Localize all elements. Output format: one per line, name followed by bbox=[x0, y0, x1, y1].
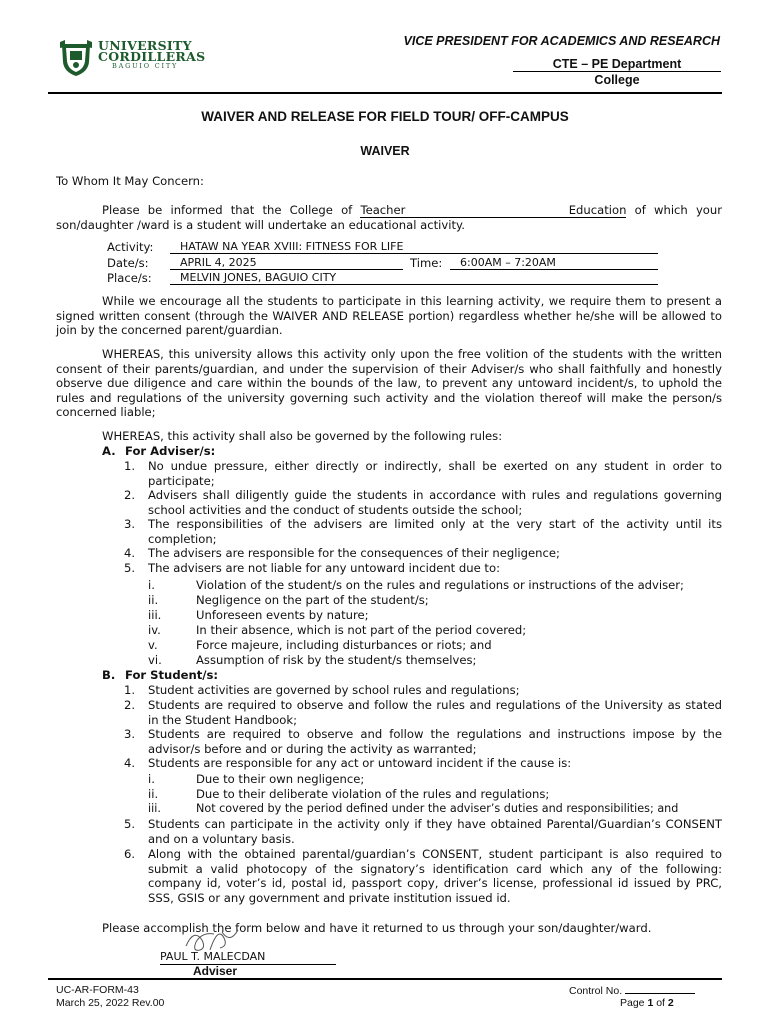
document-subtitle: WAIVER bbox=[360, 144, 410, 158]
section-b-letter: B. bbox=[102, 668, 116, 682]
intro-text-a: Please be informed that the College of bbox=[102, 203, 353, 217]
form-code: UC-AR-FORM-43 bbox=[56, 984, 139, 996]
sub-list-item: iv. In their absence, which is not part of the period covered; bbox=[148, 623, 527, 637]
university-logo bbox=[58, 38, 208, 78]
control-number-label: Control No. bbox=[569, 985, 623, 997]
encourage-paragraph: While we encourage all the students to participate in this learning activity, we require them to present a signed written consent (through the WAIVER AND RELEASE portion) regardless whether he/she will be allowed to join by the concerned parent/guardian. bbox=[56, 294, 722, 338]
sub-list-item: iii. Not covered by the period defined under the adviser’s duties and responsibilities; and bbox=[148, 802, 679, 815]
sub-list-item: i. Violation of the student/s on the rules and regulations or instructions of the adviser; bbox=[148, 578, 684, 592]
university-seal-icon bbox=[58, 38, 94, 78]
page-current: 1 bbox=[647, 997, 654, 1009]
time-field: 6:00AM – 7:20AM bbox=[450, 256, 658, 270]
list-item: 5. Students can participate in the activity only if they have obtained Parental/Guardian’s CONSENT and on a voluntary basis. bbox=[124, 817, 722, 846]
sub-list-item: vi. Assumption of risk by the student/s themselves; bbox=[148, 653, 477, 667]
list-item: 5. The advisers are not liable for any untoward incident due to: bbox=[124, 561, 500, 575]
adviser-sub-list bbox=[148, 578, 722, 668]
section-a-title: For Adviser/s: bbox=[125, 444, 216, 458]
date-label: Date/s: bbox=[107, 256, 149, 270]
intro-text-c: son/daughter /ward is a student will undertake an educational activity. bbox=[56, 218, 465, 232]
sub-list-item: ii. Due to their deliberate violation of the rules and regulations; bbox=[148, 787, 550, 801]
logo-line-3: BAGUIO CITY bbox=[112, 62, 179, 70]
student-rules-list bbox=[124, 683, 722, 771]
logo-line-2: CORDILLERAS bbox=[98, 49, 206, 64]
section-b-title: For Student/s: bbox=[125, 668, 219, 682]
time-label: Time: bbox=[410, 256, 443, 270]
signatory-name: PAUL T. MALECDAN bbox=[160, 950, 266, 963]
signatory-role: Adviser bbox=[192, 964, 238, 978]
list-item: 4. Students are responsible for any act or untoward incident if the cause is: bbox=[124, 756, 572, 770]
list-item: 1. No undue pressure, either directly or indirectly, shall be exerted on any student in order to participate; bbox=[124, 459, 722, 488]
student-rules-list-continued bbox=[124, 817, 722, 907]
logo-line-1: UNIVERSITY bbox=[98, 38, 192, 53]
office-title: VICE PRESIDENT FOR ACADEMICS AND RESEARCH bbox=[403, 34, 720, 48]
revision-date: March 25, 2022 Rev.00 bbox=[56, 997, 165, 1009]
page-of: of bbox=[656, 997, 665, 1009]
adviser-rules-list bbox=[124, 459, 722, 576]
page-prefix: Page bbox=[620, 997, 645, 1009]
college-field: Teacher Education bbox=[360, 203, 627, 217]
section-a-letter: A. bbox=[102, 444, 116, 458]
date-field: APRIL 4, 2025 bbox=[170, 256, 403, 270]
place-field: MELVIN JONES, BAGUIO CITY bbox=[170, 271, 658, 285]
whereas-paragraph-2: WHEREAS, this activity shall also be governed by the following rules: bbox=[102, 429, 503, 443]
list-item: 4. The advisers are responsible for the consequences of their negligence; bbox=[124, 546, 560, 560]
intro-text-b: of which your bbox=[634, 203, 723, 217]
sub-list-item: iii. Unforeseen events by nature; bbox=[148, 608, 369, 622]
list-item: 3. The responsibilities of the advisers are limited only at the very start of the activity until its completion; bbox=[124, 517, 722, 546]
list-item: 6. Along with the obtained parental/guardian’s CONSENT, student participant is also required to submit a valid photocopy of the signatory’s identification card which any of the following: company id, voter’s id, postal id, passport copy, driver’s license, professional id issued by PRC, SSS, GSIS or any government and private institution issued id. bbox=[124, 847, 722, 905]
sub-list-item: v. Force majeure, including disturbances or riots; and bbox=[148, 638, 492, 652]
whereas-paragraph-1: WHEREAS, this university allows this activity only upon the free volition of the students with the written consent of their parents/guardian, and under the supervision of their Adviser/s who shall faithfully and honestly observe due diligence and care within the bounds of the law, to prevent any untoward incident/s, to uphold the rules and regulations of the university governing such activity and the violation thereof will make the person/s concerned liable; bbox=[56, 347, 722, 420]
closing-paragraph: Please accomplish the form below and have it returned to us through your son/daughter/ward. bbox=[102, 921, 652, 935]
intro-paragraph bbox=[56, 203, 722, 233]
list-item: 3. Students are required to observe and follow the regulations and instructions impose by the advisor/s before and or during the activity as warranted; bbox=[124, 727, 722, 756]
list-item: 2. Advisers shall diligently guide the students in accordance with rules and regulations governing school activities and the conduct of students outside the school; bbox=[124, 488, 722, 517]
student-sub-list bbox=[148, 772, 722, 817]
header-divider bbox=[48, 92, 722, 94]
activity-field: HATAW NA YEAR XVIII: FITNESS FOR LIFE bbox=[170, 240, 658, 254]
document-title: WAIVER AND RELEASE FOR FIELD TOUR/ OFF-CAMPUS bbox=[201, 109, 569, 124]
activity-label: Activity: bbox=[107, 240, 154, 254]
college-label: College bbox=[594, 73, 640, 87]
place-label: Place/s: bbox=[107, 271, 152, 285]
page-indicator bbox=[620, 997, 674, 1009]
sub-list-item: i. Due to their own negligence; bbox=[148, 772, 365, 786]
footer-divider bbox=[48, 978, 722, 980]
salutation: To Whom It May Concern: bbox=[56, 174, 204, 188]
sub-list-item: ii. Negligence on the part of the student/s; bbox=[148, 593, 429, 607]
department-name: CTE – PE Department bbox=[513, 58, 721, 72]
control-number-field bbox=[625, 984, 695, 994]
page-total: 2 bbox=[667, 997, 674, 1009]
control-number bbox=[569, 984, 695, 997]
list-item: 2. Students are required to observe and follow the rules and regulations of the University as stated in the Student Handbook; bbox=[124, 698, 722, 727]
list-item: 1. Student activities are governed by school rules and regulations; bbox=[124, 683, 520, 697]
